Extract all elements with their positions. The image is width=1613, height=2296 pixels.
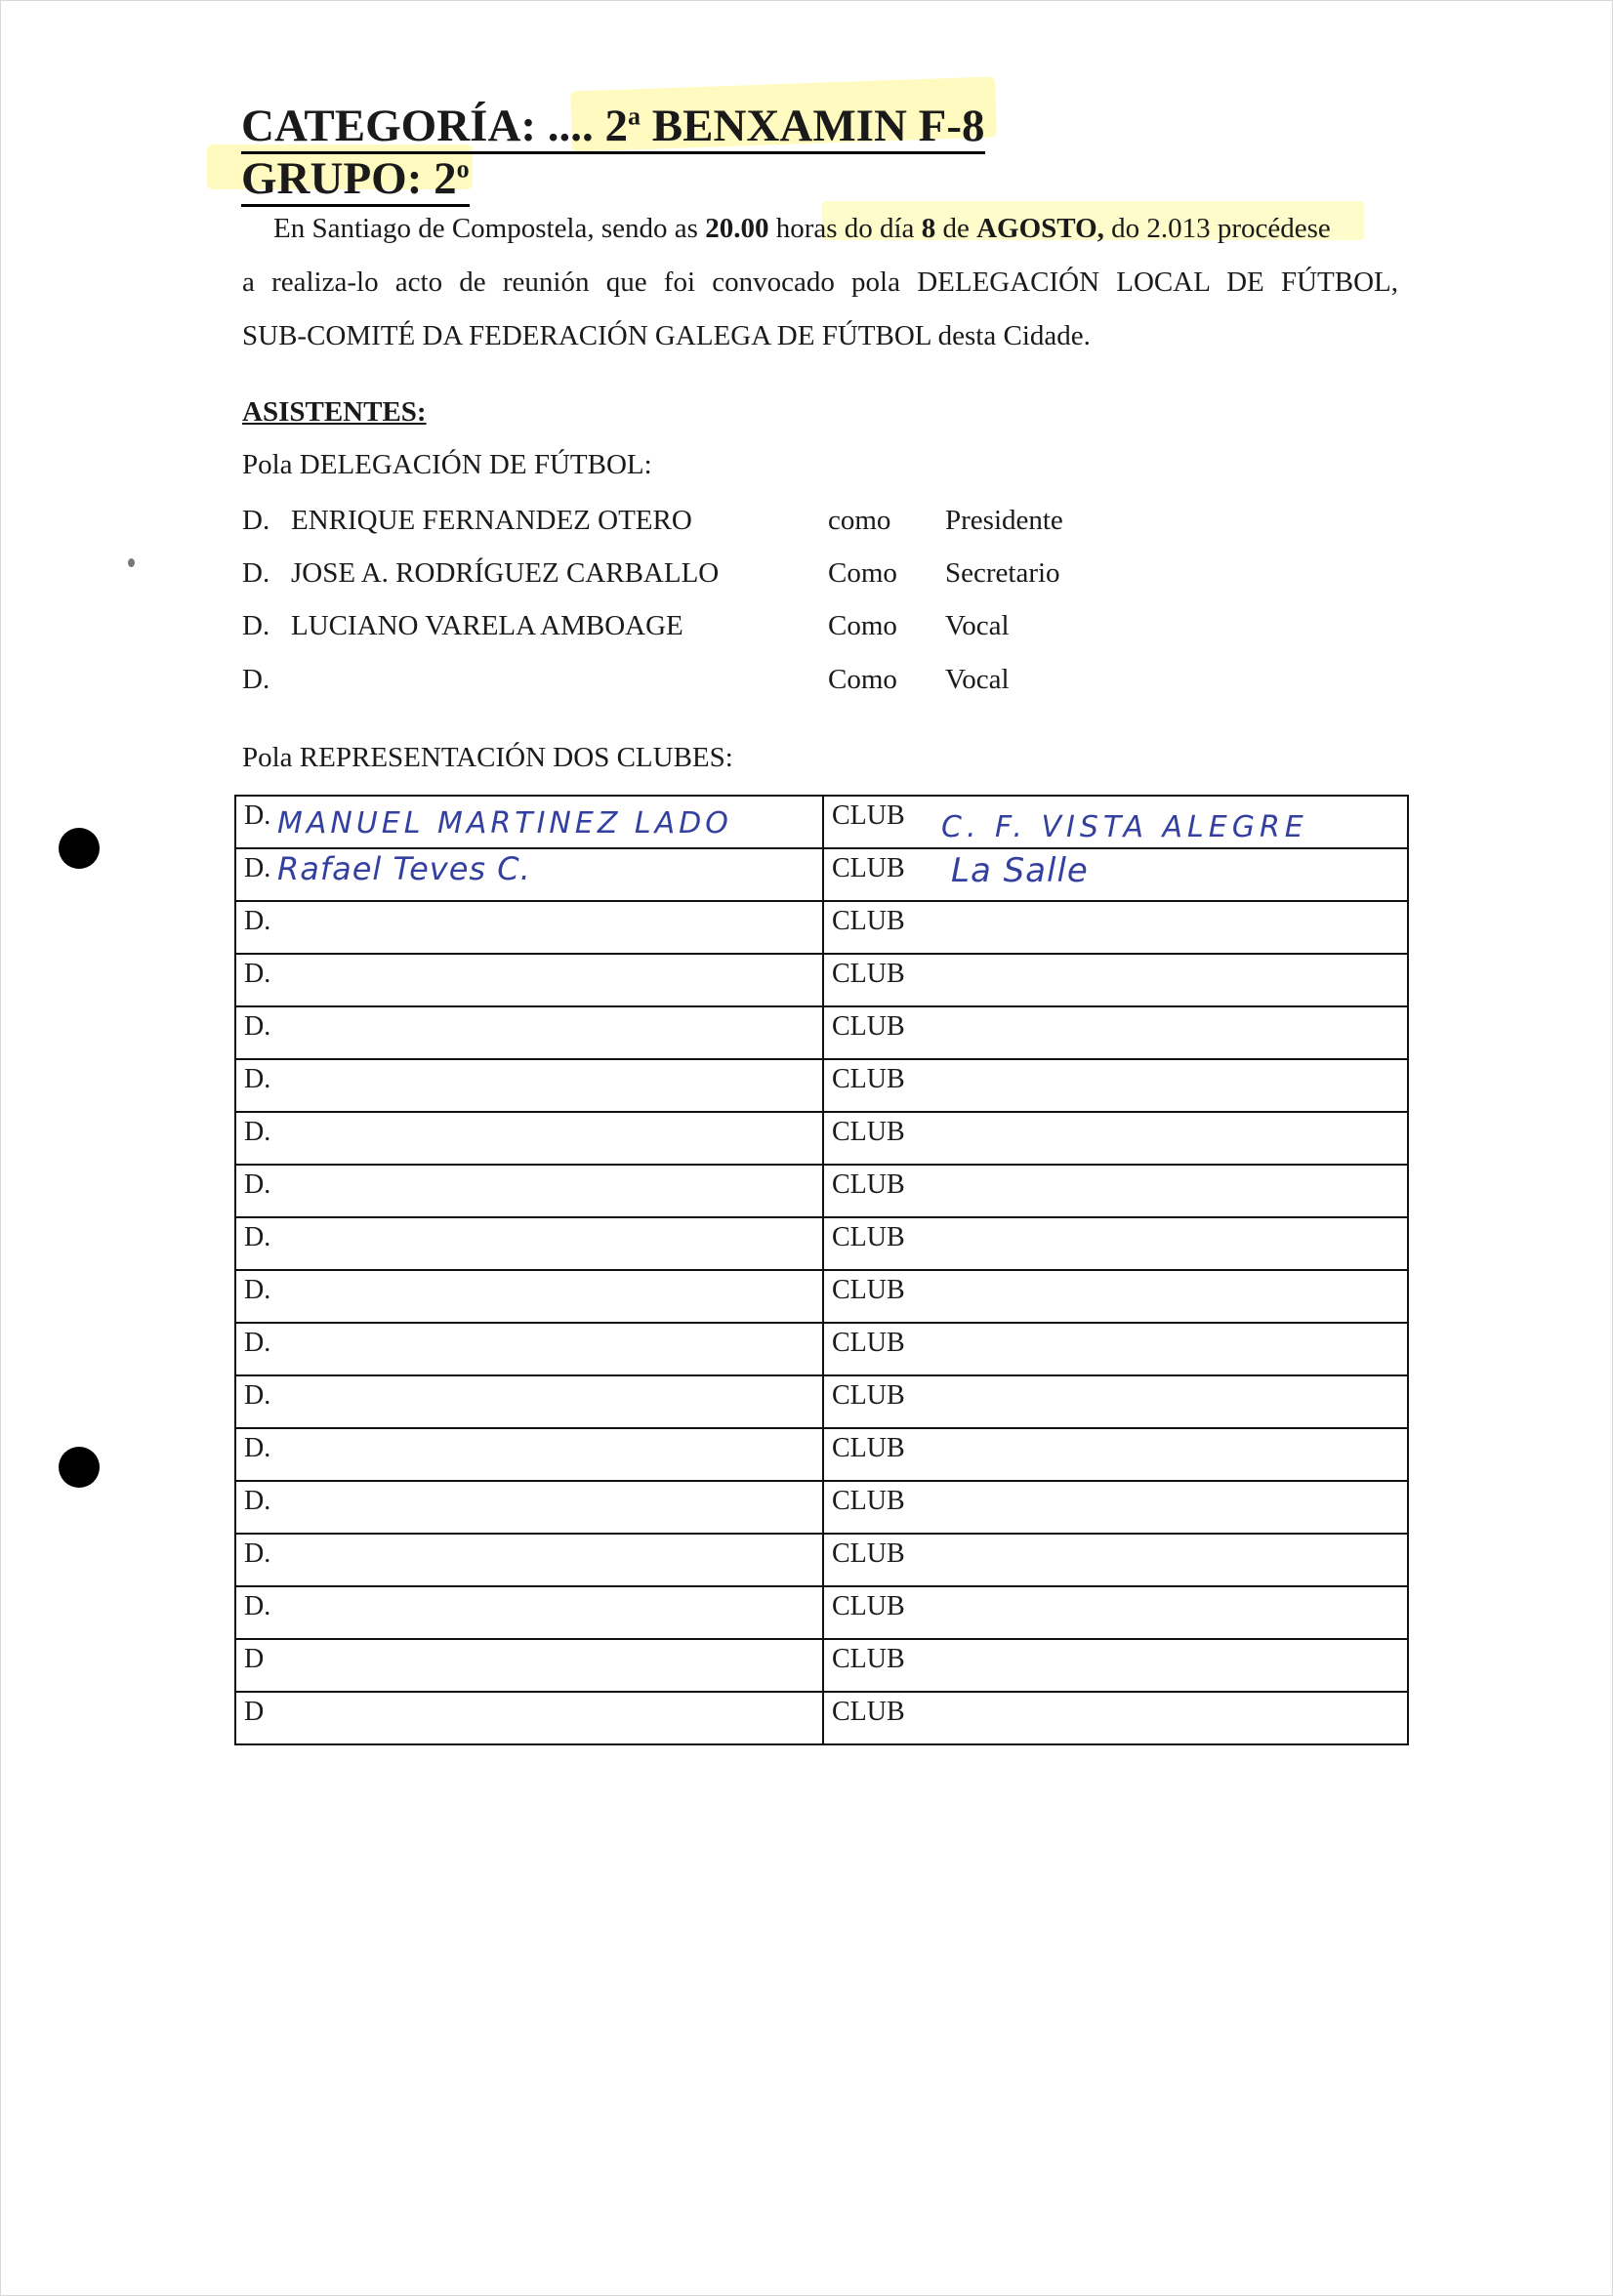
- table-row: [235, 1428, 1408, 1481]
- d-prefix: D.: [244, 853, 271, 883]
- club-cell[interactable]: [823, 1692, 1408, 1744]
- club-label: CLUB: [832, 1275, 905, 1305]
- representative-cell[interactable]: [235, 1217, 823, 1270]
- representative-cell[interactable]: [235, 1112, 823, 1165]
- club-label: CLUB: [832, 800, 905, 831]
- asistentes-heading: ASISTENTES:: [242, 396, 427, 428]
- clubs-table: [234, 795, 1409, 1745]
- table-row: [235, 1270, 1408, 1323]
- table-row: [235, 1692, 1408, 1744]
- representative-cell[interactable]: [235, 901, 823, 954]
- representative-cell[interactable]: [235, 1586, 823, 1639]
- club-label: CLUB: [832, 1222, 905, 1252]
- intro-line-1: En Santiago de Compostela, sendo as 20.00 horas do día 8 de AGOSTO, do 2.013 procédese: [273, 213, 1331, 244]
- representative-cell[interactable]: [235, 1481, 823, 1534]
- d-prefix: D.: [244, 1275, 271, 1305]
- club-cell[interactable]: [823, 1375, 1408, 1428]
- d-prefix: D.: [244, 1328, 271, 1358]
- delegacion-label: Pola DELEGACIÓN DE FÚTBOL:: [242, 449, 652, 480]
- club-cell[interactable]: [823, 1270, 1408, 1323]
- d-prefix: D.: [244, 800, 271, 831]
- club-label: CLUB: [832, 1591, 905, 1621]
- club-label: CLUB: [832, 1328, 905, 1358]
- paper-speck: [128, 558, 135, 567]
- handwritten-club: C. F. VISTA ALEGRE: [941, 810, 1308, 844]
- handwritten-name: Rafael Teves C.: [277, 850, 531, 887]
- club-cell[interactable]: [823, 954, 1408, 1006]
- club-label: CLUB: [832, 1169, 905, 1200]
- table-row: [235, 1375, 1408, 1428]
- representative-cell[interactable]: [235, 1692, 823, 1744]
- d-prefix: D.: [244, 1169, 271, 1200]
- club-cell[interactable]: [823, 1481, 1408, 1534]
- representative-cell[interactable]: [235, 1006, 823, 1059]
- grupo-title: GRUPO: 2$^o$: [241, 144, 470, 203]
- clubes-label: Pola REPRESENTACIÓN DOS CLUBES:: [242, 742, 733, 773]
- club-cell[interactable]: [823, 1323, 1408, 1375]
- club-cell[interactable]: [823, 901, 1408, 954]
- club-label: CLUB: [832, 1486, 905, 1516]
- representative-cell[interactable]: [235, 848, 823, 901]
- d-prefix: D: [244, 1697, 265, 1727]
- club-cell[interactable]: [823, 1006, 1408, 1059]
- intro-paragraph: [242, 202, 1398, 363]
- club-cell[interactable]: [823, 1217, 1408, 1270]
- club-label: CLUB: [832, 853, 905, 883]
- representative-cell[interactable]: [235, 1428, 823, 1481]
- d-prefix: D.: [244, 959, 271, 989]
- club-label: CLUB: [832, 1697, 905, 1727]
- d-prefix: D.: [244, 1011, 271, 1042]
- table-row: [235, 1217, 1408, 1270]
- table-row: [235, 954, 1408, 1006]
- club-cell[interactable]: [823, 1639, 1408, 1692]
- d-prefix: D.: [244, 1222, 271, 1252]
- club-cell[interactable]: [823, 1112, 1408, 1165]
- table-row: [235, 901, 1408, 954]
- d-prefix: D.: [244, 1380, 271, 1411]
- club-label: CLUB: [832, 1644, 905, 1674]
- club-label: CLUB: [832, 1380, 905, 1411]
- club-cell[interactable]: [823, 1059, 1408, 1112]
- handwritten-name: MANUEL MARTINEZ LADO: [277, 806, 732, 840]
- club-label: CLUB: [832, 1011, 905, 1042]
- representative-cell[interactable]: [235, 1323, 823, 1375]
- table-row: [235, 848, 1408, 901]
- table-row: [235, 1639, 1408, 1692]
- table-row: [235, 1165, 1408, 1217]
- d-prefix: D.: [244, 1064, 271, 1094]
- table-row: [235, 1059, 1408, 1112]
- representative-cell[interactable]: [235, 1639, 823, 1692]
- handwritten-club: La Salle: [951, 851, 1089, 890]
- d-prefix: D: [244, 1644, 265, 1674]
- table-row: [235, 1112, 1408, 1165]
- d-prefix: D.: [244, 1591, 271, 1621]
- club-label: CLUB: [832, 1064, 905, 1094]
- representative-cell[interactable]: [235, 1059, 823, 1112]
- club-label: CLUB: [832, 959, 905, 989]
- representative-cell[interactable]: [235, 1270, 823, 1323]
- table-row: [235, 1006, 1408, 1059]
- club-label: CLUB: [832, 1538, 905, 1569]
- club-cell[interactable]: [823, 1428, 1408, 1481]
- representative-cell[interactable]: [235, 1165, 823, 1217]
- d-prefix: D.: [244, 1486, 271, 1516]
- club-cell[interactable]: [823, 1534, 1408, 1586]
- club-label: CLUB: [832, 1433, 905, 1463]
- club-cell[interactable]: [823, 796, 1408, 848]
- club-cell[interactable]: [823, 1165, 1408, 1217]
- table-row: [235, 1323, 1408, 1375]
- punch-hole-icon: [59, 828, 100, 869]
- d-prefix: D.: [244, 1117, 271, 1147]
- representative-cell[interactable]: [235, 954, 823, 1006]
- d-prefix: D.: [244, 906, 271, 936]
- representative-cell[interactable]: [235, 1534, 823, 1586]
- categoria-title: CATEGORÍA: .... 2$^a$ BENXAMIN F-8: [241, 92, 985, 150]
- table-row: [235, 1534, 1408, 1586]
- club-cell[interactable]: [823, 1586, 1408, 1639]
- table-row: [235, 1481, 1408, 1534]
- representative-cell[interactable]: [235, 796, 823, 848]
- punch-hole-icon: [59, 1447, 100, 1488]
- table-row: [235, 1586, 1408, 1639]
- club-label: CLUB: [832, 1117, 905, 1147]
- d-prefix: D.: [244, 1538, 271, 1569]
- club-label: CLUB: [832, 906, 905, 936]
- representative-cell[interactable]: [235, 1375, 823, 1428]
- d-prefix: D.: [244, 1433, 271, 1463]
- intro-line-2: a realiza-lo acto de reunión que foi convocado pola DELEGACIÓN LOCAL DE FÚTBOL,: [242, 266, 1398, 298]
- intro-line-3: SUB-COMITÉ DA FEDERACIÓN GALEGA DE FÚTBOL desta Cidade.: [242, 320, 1091, 351]
- table-row: [235, 796, 1408, 848]
- club-cell[interactable]: [823, 848, 1408, 901]
